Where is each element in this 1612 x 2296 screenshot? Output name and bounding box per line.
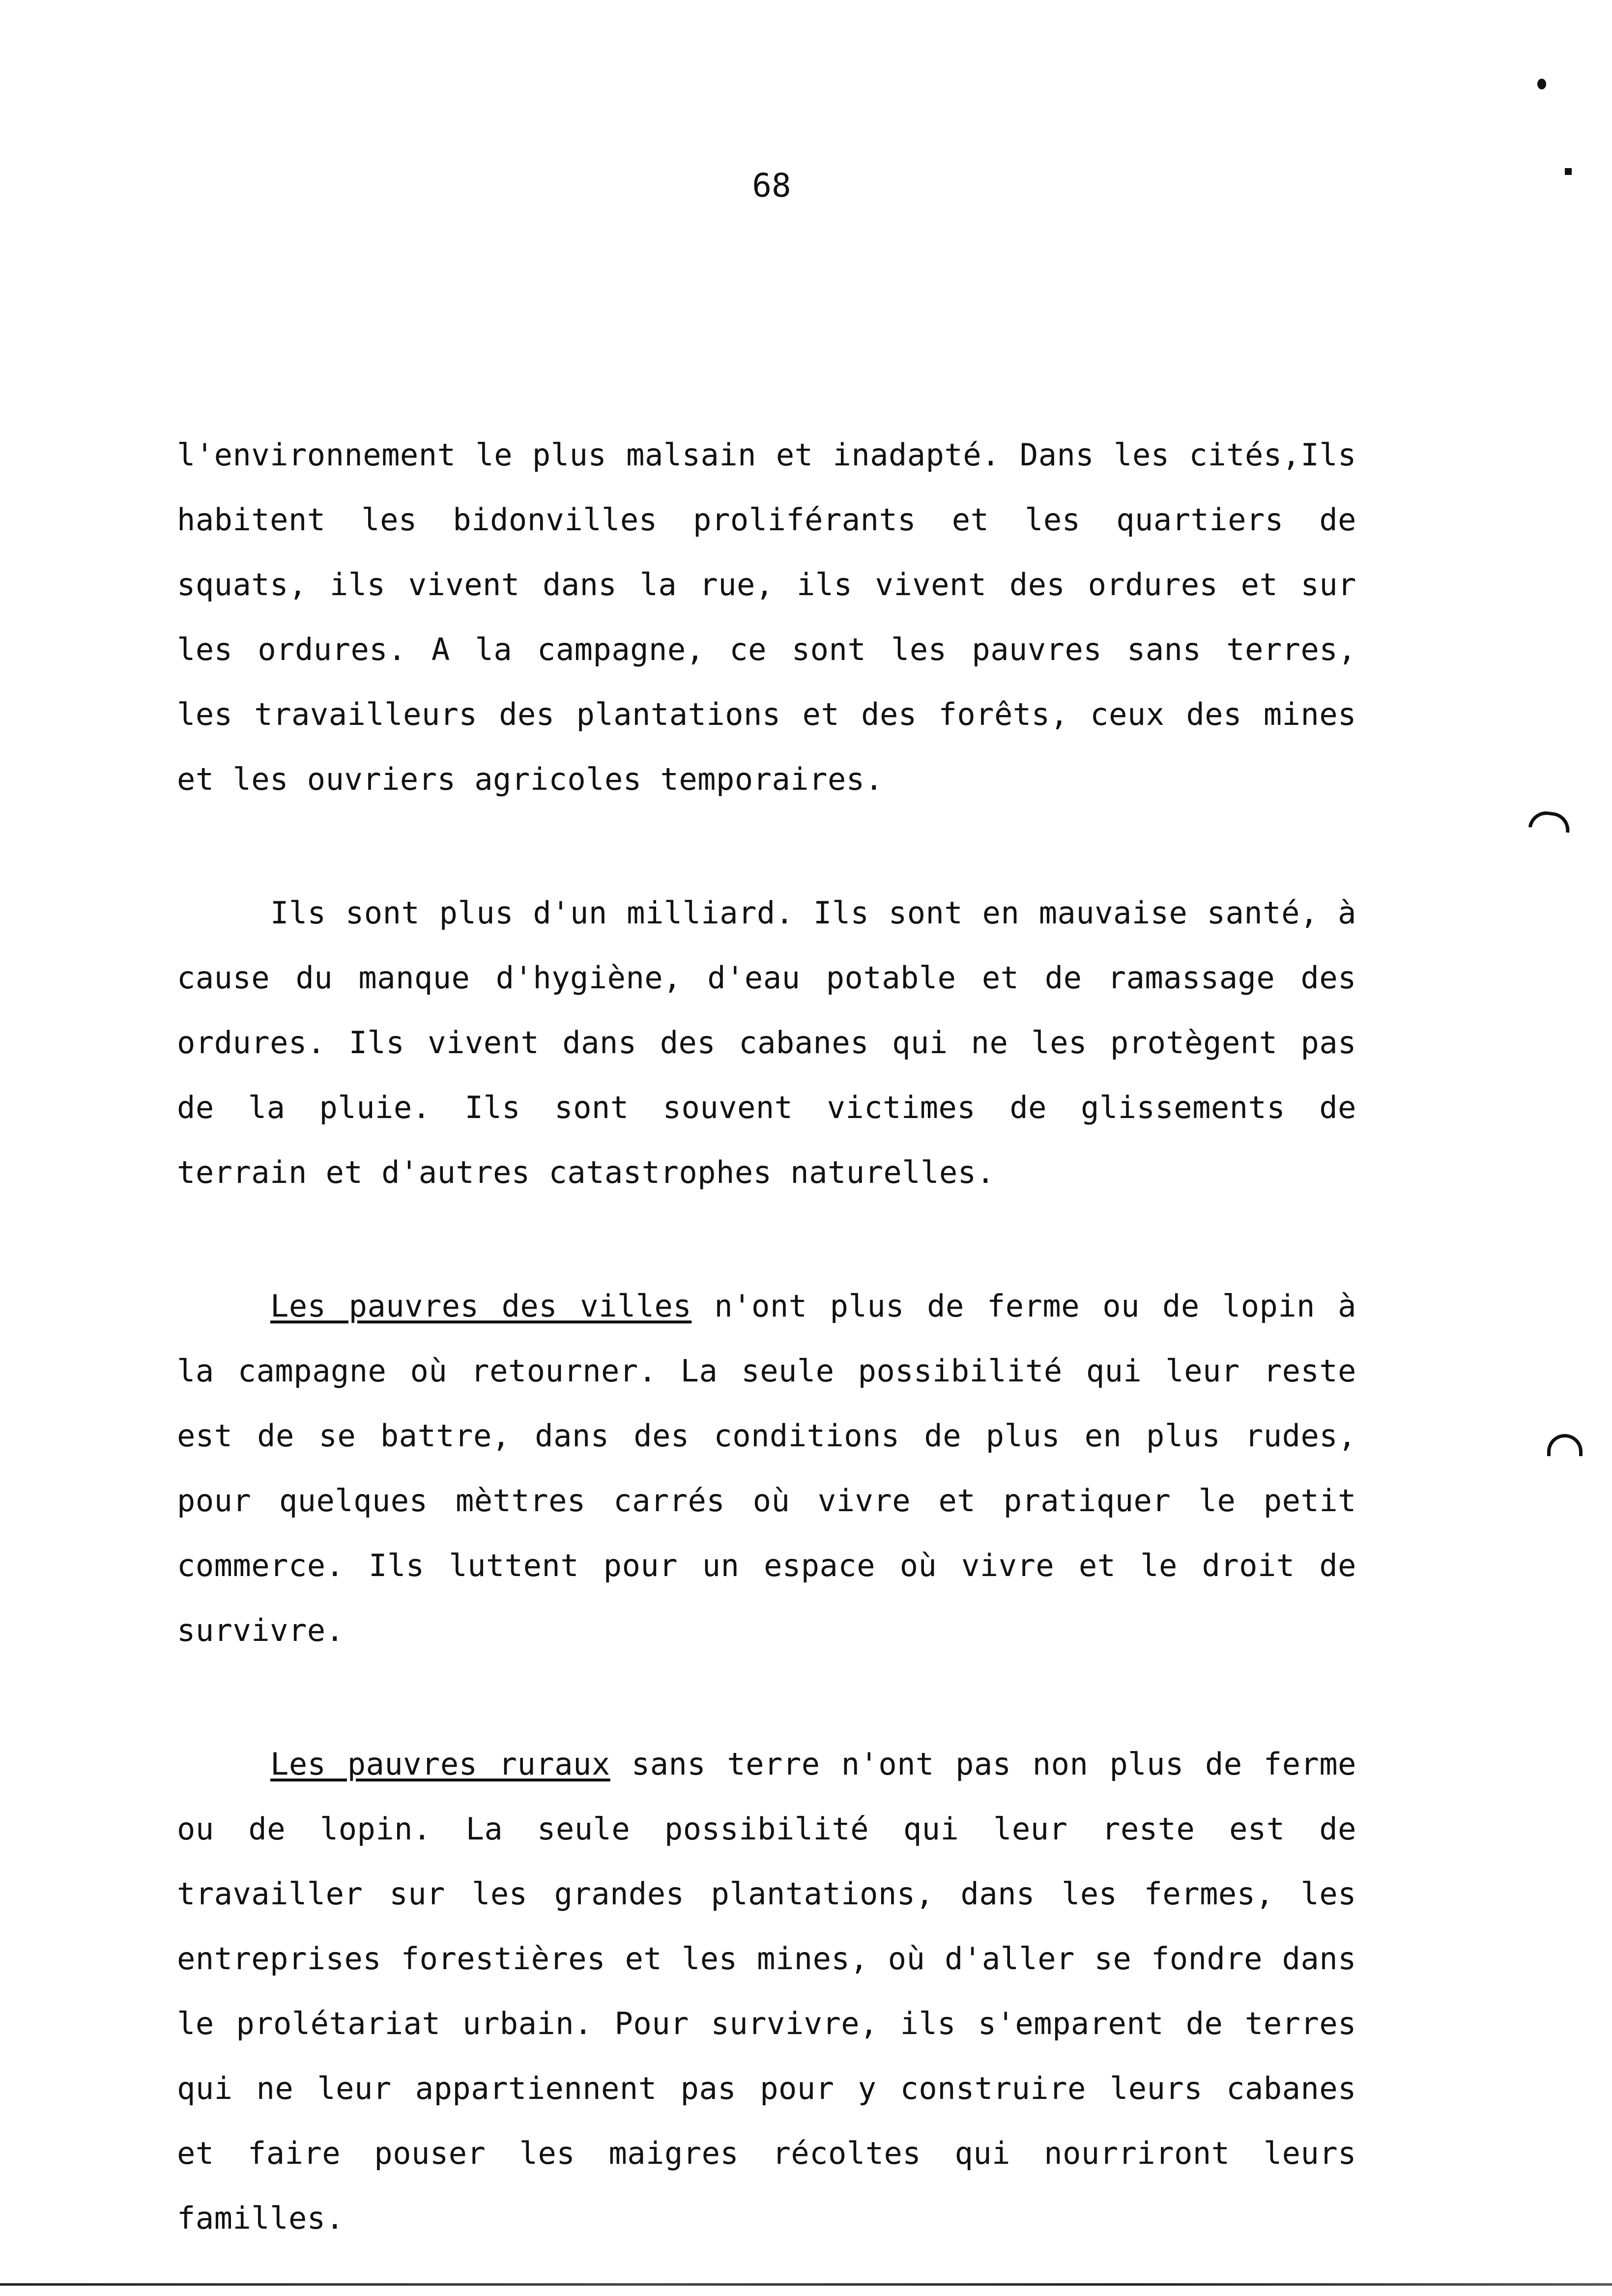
paragraph-text: l'environnement le plus malsain et inadapté. Dans les cités,Ils habitent les bidonvilles proliférants et les quartiers de squats, ils vivent dans la rue, ils vivent des ordures et sur les ordures. A la campagne, ce sont les pauvres sans terres, les travailleurs des plantations et des forêts, ceux des mines et les ouvriers agricoles temporaires. [177, 437, 1356, 797]
paragraph-lead: Les pauvres des villes [270, 1288, 692, 1324]
paragraph [177, 881, 1356, 1205]
scan-mark-arc [1547, 1434, 1583, 1456]
paragraph-text: sans terre n'ont pas non plus de ferme ou de lopin. La seule possibilité qui leur reste est de travailler sur les grandes plantations, dans les fermes, les entreprises forestières et les mines, où d'aller se fondre dans le prolétariat urbain. Pour survivre, ils s'emparent de terres qui ne leur appartiennent pas pour y construire leurs cabanes et faire pouser les maigres récoltes qui nourriront leurs familles. [177, 1746, 1357, 2236]
paragraph-text: Ils sont plus d'un milliard. Ils sont en mauvaise santé, à cause du manque d'hygiène, d'eau potable et de ramassage des ordures. Ils vivent dans des cabanes qui ne les protègent pas de la pluie. Ils sont souvent victimes de glissements de terrain et d'autres catastrophes naturelles. [177, 895, 1356, 1190]
paragraph-text: n'ont plus de ferme ou de lopin à la campagne où retourner. La seule possibilité qui leur reste est de se battre, dans des conditions de plus en plus rudes, pour quelques mèttres carrés où vivre et pratiquer le petit commerce. Ils luttent pour un espace où vivre et le droit de survivre. [177, 1288, 1356, 1648]
paragraph-lead: Les pauvres ruraux [270, 1746, 610, 1782]
scan-mark-dot [1537, 79, 1546, 89]
body-text [177, 423, 1356, 2251]
scan-mark-dot [1565, 168, 1572, 175]
page-number: 68 [752, 167, 791, 204]
bottom-rule [0, 2283, 1612, 2286]
paragraph [177, 1274, 1356, 1663]
paragraph [177, 1732, 1356, 2251]
paragraph [177, 423, 1356, 812]
scan-mark-arc [1528, 809, 1572, 832]
